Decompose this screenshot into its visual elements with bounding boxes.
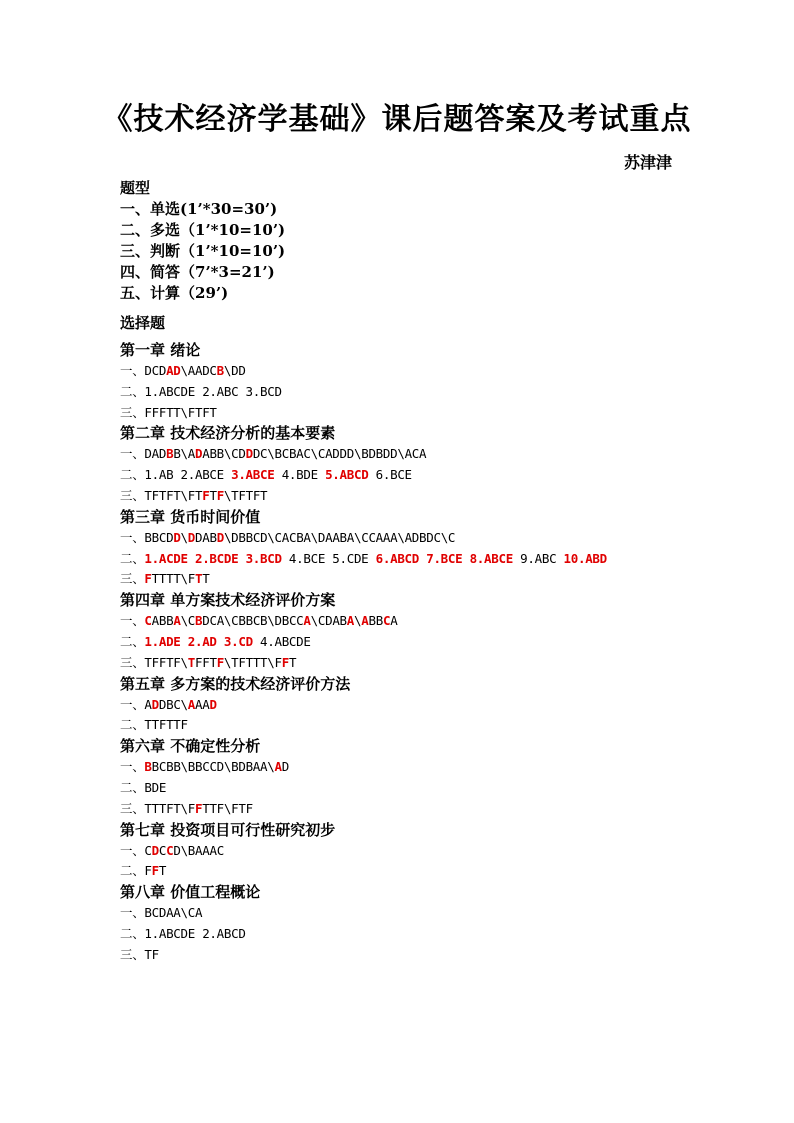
answer-text: 一、BCDAA\CA <box>120 905 203 921</box>
answer-text: 一、 <box>120 613 145 629</box>
highlighted-answer: AD <box>166 363 181 378</box>
highlighted-answer: F <box>216 654 224 670</box>
answer-line <box>120 465 720 486</box>
answer-text: FFT <box>195 654 217 670</box>
author-name: 苏津津 <box>623 153 672 172</box>
highlighted-answer: T <box>195 571 203 587</box>
answer-text: 一、A <box>120 696 152 712</box>
answer-text: 4.BCE 5.CDE <box>281 550 376 566</box>
document-title: 《技术经济学基础》课后题答案及考试重点 <box>102 102 692 137</box>
answer-text: 一、C <box>120 842 152 858</box>
highlighted-answer: B <box>144 759 152 775</box>
answer-text: \ <box>354 613 362 629</box>
answer-text: 二、1.ABCDE 2.ABC 3.BCD <box>120 383 282 399</box>
answer-line <box>120 778 720 799</box>
answer-text: A <box>390 613 398 629</box>
answer-text: T <box>158 863 167 879</box>
question-type-item: 五、计算（29’) <box>120 284 229 302</box>
answer-text: T <box>209 487 217 503</box>
answer-text: BB <box>368 613 383 629</box>
highlighted-answer: B <box>166 446 174 462</box>
answer-text: 三、 <box>120 571 145 587</box>
answer-text: 三、FFFTT\FTFT <box>120 404 217 420</box>
chapter-title: 第八章 价值工程概论 <box>120 883 261 902</box>
highlighted-answer: D <box>245 446 253 462</box>
answer-text: 二、1.ABCDE 2.ABCD <box>120 925 246 941</box>
answer-text: B\A <box>173 446 195 462</box>
answer-line <box>120 841 720 862</box>
answer-text: D\BAAAC <box>173 842 224 858</box>
highlighted-answer: D <box>195 446 203 462</box>
content-body <box>120 178 720 966</box>
answer-line <box>120 569 720 590</box>
highlighted-answer: D <box>151 696 159 712</box>
answer-text: \DBBCD\CACBA\DAABA\CCAAA\ADBDC\C <box>223 529 456 545</box>
answer-text: 三、TFFTF\ <box>120 654 188 670</box>
answer-text: \TFTTT\F <box>223 654 282 670</box>
answer-text: 三、TFTFT\FT <box>120 487 203 503</box>
answer-line <box>120 486 720 507</box>
highlighted-answer: C <box>166 842 174 858</box>
chapter-block <box>120 507 720 590</box>
answer-text: \AADC <box>180 363 217 378</box>
answer-text: 一、BBCD <box>120 529 174 545</box>
answer-text: 4.ABCDE <box>252 633 311 649</box>
answer-text: 6.BCE <box>368 467 412 483</box>
answer-text: TTTT\F <box>151 571 195 587</box>
highlighted-answer: B <box>195 613 203 629</box>
chapter-title: 第四章 单方案技术经济评价方案 <box>120 591 336 610</box>
question-type-item: 四、简答（7’*3=21’) <box>120 263 275 281</box>
highlighted-answer: A <box>361 613 369 629</box>
answer-line <box>120 632 720 653</box>
answer-line <box>120 528 720 549</box>
highlighted-answer: F <box>151 863 159 879</box>
answer-text: 一、 <box>120 759 145 775</box>
answer-text: DAB <box>195 529 217 545</box>
highlighted-answer: D <box>209 696 217 712</box>
answer-text: \DD <box>223 363 246 378</box>
answer-text: 9.ABC <box>512 550 564 566</box>
chapter-title: 第六章 不确定性分析 <box>120 737 261 756</box>
answer-line <box>120 403 720 424</box>
answer-text: 4.BDE <box>274 467 326 483</box>
answer-text: \CDAB <box>310 613 347 629</box>
question-types-heading: 题型 <box>120 179 151 197</box>
answer-line <box>120 861 720 882</box>
answer-text: AA <box>195 696 210 712</box>
highlighted-answer: F <box>144 571 152 587</box>
answer-text: C <box>158 842 167 858</box>
highlighted-answer: A <box>187 696 196 712</box>
answer-text: \ <box>180 529 188 545</box>
question-type-item: 一、单选(1’*30=30’) <box>120 200 278 218</box>
highlighted-answer: C <box>144 613 152 629</box>
answer-text: 二、BDE <box>120 779 167 795</box>
answer-text: ABB\CD <box>202 446 246 462</box>
question-types-list <box>120 199 720 304</box>
answer-text: 二、 <box>120 633 145 649</box>
answer-text: 三、TF <box>120 946 159 962</box>
highlighted-answer: 3.ABCE <box>231 467 275 483</box>
chapter-title: 第二章 技术经济分析的基本要素 <box>120 424 336 443</box>
chapter-block <box>120 590 720 673</box>
answer-text: DBC\ <box>158 696 188 712</box>
answer-line <box>120 549 720 570</box>
answer-text: 三、TTTFT\F <box>120 800 195 816</box>
chapter-title: 第一章 绪论 <box>120 341 201 359</box>
highlighted-answer: A <box>303 613 311 629</box>
answer-line <box>120 757 720 778</box>
question-type-item: 二、多选（1’*10=10’) <box>120 221 286 239</box>
highlighted-answer: 1.ADE 2.AD 3.CD <box>144 633 253 649</box>
highlighted-answer: A <box>346 613 355 629</box>
highlighted-answer: F <box>281 654 289 670</box>
highlighted-answer: T <box>187 654 195 670</box>
chapter-block <box>120 340 720 423</box>
answer-line <box>120 799 720 820</box>
answer-text: 一、DAD <box>120 446 167 462</box>
chapter-block <box>120 820 720 883</box>
answer-text: \C <box>180 613 196 629</box>
answer-line <box>120 653 720 674</box>
highlighted-answer: D <box>151 842 159 858</box>
answer-line <box>120 361 720 382</box>
chapter-block <box>120 674 720 737</box>
answer-text: 二、TTFTTF <box>120 717 188 733</box>
answer-text: DCA\CBBCB\DBCC <box>202 613 304 629</box>
answer-text: ABB <box>151 613 174 629</box>
answer-line <box>120 382 720 403</box>
question-type-item: 三、判断（1’*10=10’) <box>120 242 286 260</box>
answer-text: DC\BCBAC\CADDD\BDBDD\ACA <box>252 446 427 462</box>
answer-line <box>120 903 720 924</box>
answer-text: BCBB\BBCCD\BDBAA\ <box>151 759 275 775</box>
highlighted-answer: A <box>173 613 181 629</box>
highlighted-answer: D <box>216 529 224 545</box>
answer-line <box>120 444 720 465</box>
answer-text: 二、F <box>120 863 152 879</box>
chapter-title: 第三章 货币时间价值 <box>120 507 261 526</box>
chapter-list <box>120 340 720 966</box>
chapter-block <box>120 882 720 965</box>
highlighted-answer: 1.ACDE 2.BCDE 3.BCD <box>144 550 282 566</box>
highlighted-answer: 5.ABCD <box>325 467 369 483</box>
answer-text: \TFTFT <box>223 487 268 503</box>
answer-text: T <box>202 571 210 587</box>
highlighted-answer: 6.ABCD 7.BCE 8.ABCE <box>375 550 513 566</box>
highlighted-answer: F <box>202 487 210 503</box>
highlighted-answer: F <box>216 487 224 503</box>
answer-line <box>120 945 720 966</box>
highlighted-answer: 10.ABD <box>563 550 607 566</box>
answer-text: 二、1.AB 2.ABCE <box>120 467 232 483</box>
answer-text: T <box>288 654 297 670</box>
answer-text: D <box>281 759 289 775</box>
chapter-block <box>120 736 720 819</box>
highlighted-answer: A <box>274 759 282 775</box>
answer-text: 二、 <box>120 550 145 566</box>
highlighted-answer: D <box>187 529 196 545</box>
answer-line <box>120 695 720 716</box>
choice-section-heading: 选择题 <box>120 314 166 332</box>
answer-text: 一、DCD <box>120 363 167 378</box>
answer-line <box>120 715 720 736</box>
highlighted-answer: F <box>194 800 203 816</box>
chapter-title: 第五章 多方案的技术经济评价方法 <box>120 674 351 693</box>
chapter-block <box>120 423 720 506</box>
highlighted-answer: D <box>173 529 181 545</box>
highlighted-answer: C <box>382 613 391 629</box>
answer-line <box>120 611 720 632</box>
chapter-title: 第七章 投资项目可行性研究初步 <box>120 820 336 839</box>
answer-text: TTF\FTF <box>202 800 253 816</box>
highlighted-answer: B <box>216 363 224 378</box>
answer-line <box>120 924 720 945</box>
